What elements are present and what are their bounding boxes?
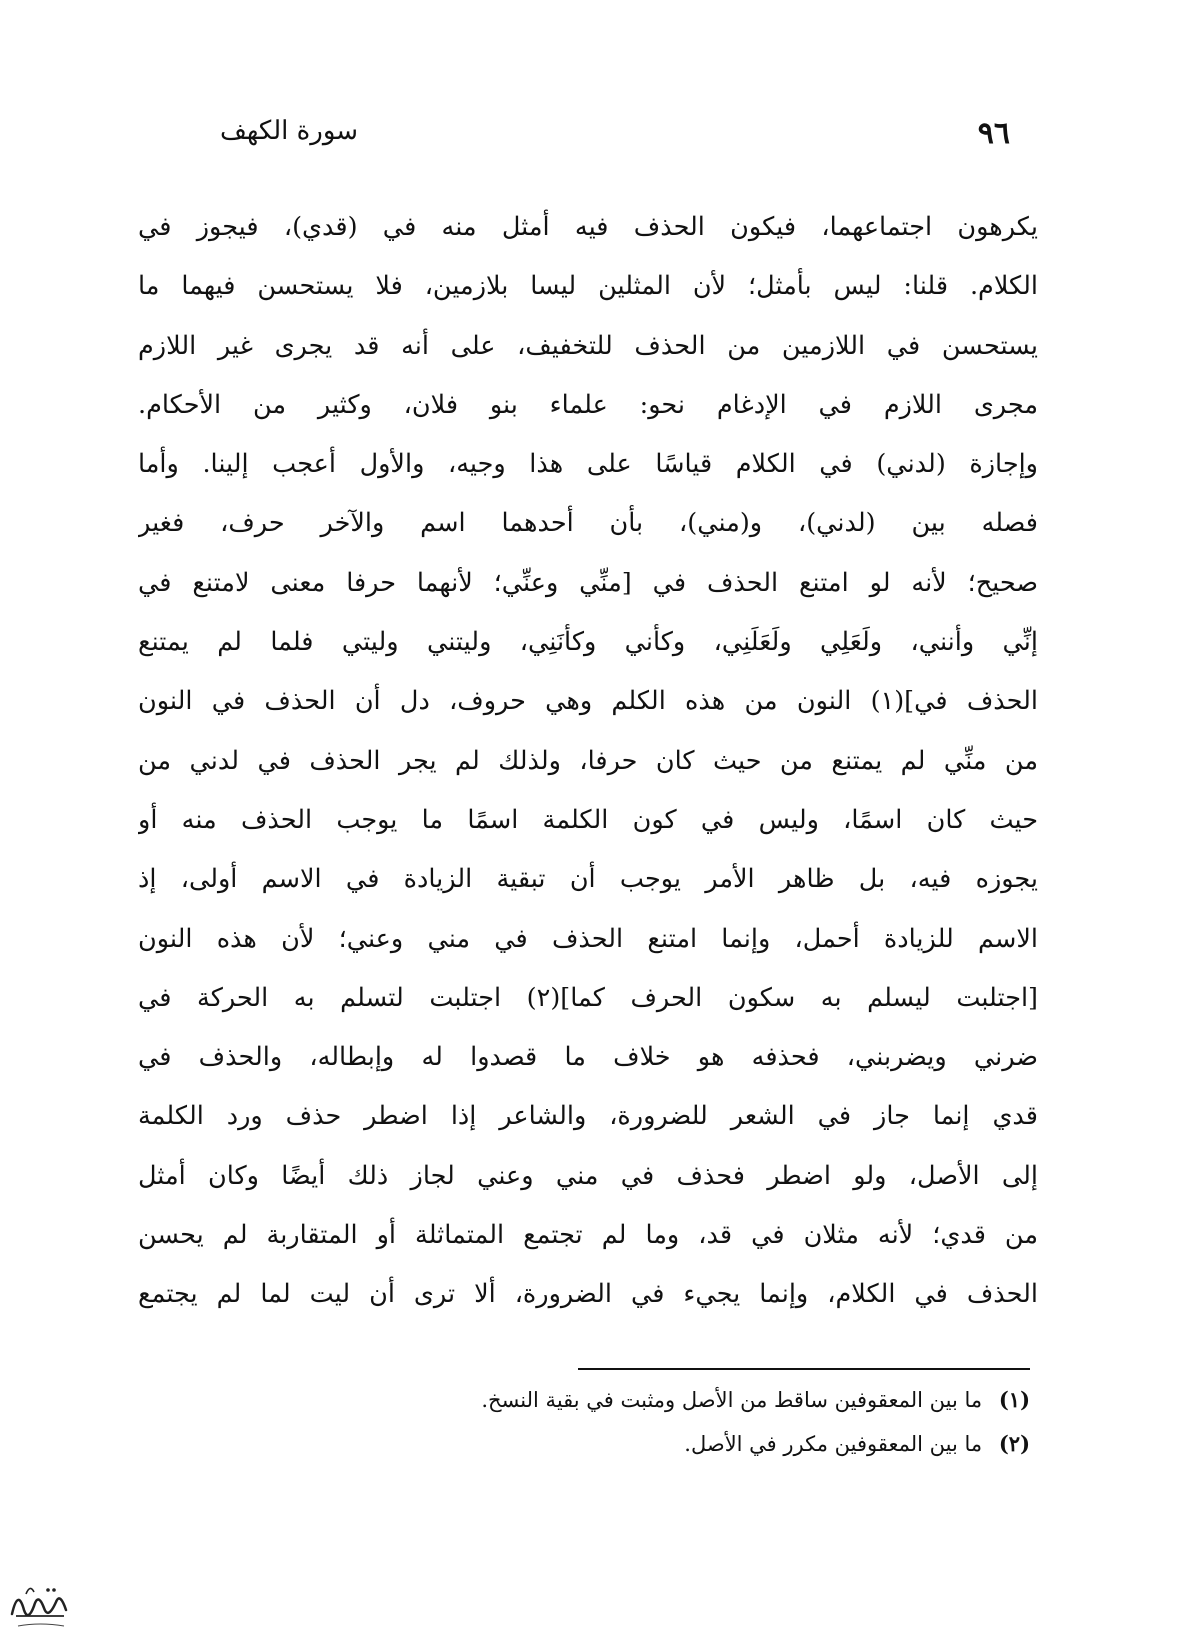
footnote-divider	[578, 1368, 1030, 1370]
text-line: يجوزه فيه، بل ظاهر الأمر يوجب أن تبقية الزيادة في الاسم أولى، إذ	[138, 864, 1038, 895]
text-line: فصله بين (لدني)، و(مني)، بأن أحدهما اسم والآخر حرف، فغير	[138, 508, 1038, 539]
calligraphy-logo-icon	[4, 1570, 74, 1640]
text-line: الكلام. قلنا: ليس بأمثل؛ لأن المثلين ليسا بلازمين، فلا يستحسن فيهما ما	[138, 271, 1038, 302]
footnote-text: ما بين المعقوفين ساقط من الأصل ومثبت في بقية النسخ.	[481, 1388, 983, 1412]
footnote	[300, 1378, 1030, 1422]
text-line: مجرى اللازم في الإدغام نحو: علماء بنو فلان، وكثير من الأحكام.	[138, 389, 1038, 420]
text-line: صحيح؛ لأنه لو امتنع الحذف في [منِّي وعنِّي؛ لأنهما حرفا معنى لامتنع في	[138, 567, 1038, 598]
text-line: يستحسن في اللازمين من الحذف للتخفيف، على أنه قد يجرى غير اللازم	[138, 330, 1038, 361]
main-text	[138, 198, 1038, 1325]
text-line: يكرهون اجتماعهما، فيكون الحذف فيه أمثل منه في (قدي)، فيجوز في	[138, 212, 1038, 242]
surah-title: سورة الكهف	[220, 116, 359, 146]
text-line: وإجازة (لدني) في الكلام قياسًا على هذا وجيه، والأول أعجب إلينا. وأما	[138, 449, 1038, 480]
footnote-number: (١)	[998, 1387, 1030, 1412]
page-number: ٩٦	[977, 116, 1010, 151]
text-line: الحذف في الكلام، وإنما يجيء في الضرورة، ألا ترى أن ليت لما لم يجتمع	[138, 1279, 1038, 1310]
watermark-logo	[4, 1570, 74, 1640]
text-line: من قدي؛ لأنه مثلان في قد، وما لم تجتمع المتماثلة أو المتقاربة لم يحسن	[138, 1220, 1038, 1251]
footnote	[300, 1422, 1030, 1466]
text-line: إلى الأصل، ولو اضطر فحذف في مني وعني لجاز ذلك أيضًا وكان أمثل	[138, 1160, 1038, 1191]
text-line: حيث كان اسمًا، وليس في كون الكلمة اسمًا ما يوجب الحذف منه أو	[138, 804, 1038, 835]
page-header	[190, 112, 1010, 162]
text-line: الاسم للزيادة أحمل، وإنما امتنع الحذف في مني وعني؛ لأن هذه النون	[138, 923, 1038, 954]
footnote-text: ما بين المعقوفين مكرر في الأصل.	[684, 1432, 983, 1456]
footnotes	[300, 1378, 1030, 1466]
text-line: من منِّي لم يمتنع من حيث كان حرفا، ولذلك لم يجر الحذف في لدني من	[138, 745, 1038, 776]
text-line: [اجتلبت ليسلم به سكون الحرف كما](٢) اجتلبت لتسلم به الحركة في	[138, 982, 1038, 1013]
text-line: قدي إنما جاز في الشعر للضرورة، والشاعر إذا اضطر حذف ورد الكلمة	[138, 1101, 1038, 1132]
footnote-number: (٢)	[998, 1431, 1030, 1456]
text-line: ضرني ويضربني، فحذفه هو خلاف ما قصدوا له وإبطاله، والحذف في	[138, 1042, 1038, 1073]
text-line: الحذف في](١) النون من هذه الكلم وهي حروف، دل أن الحذف في النون	[138, 686, 1038, 717]
text-line: إنِّي وأنني، ولَعَلِي ولَعَلَنِي، وكأني وكأنَنِي، وليتني وليتي فلما لم يمتنع	[138, 627, 1038, 658]
